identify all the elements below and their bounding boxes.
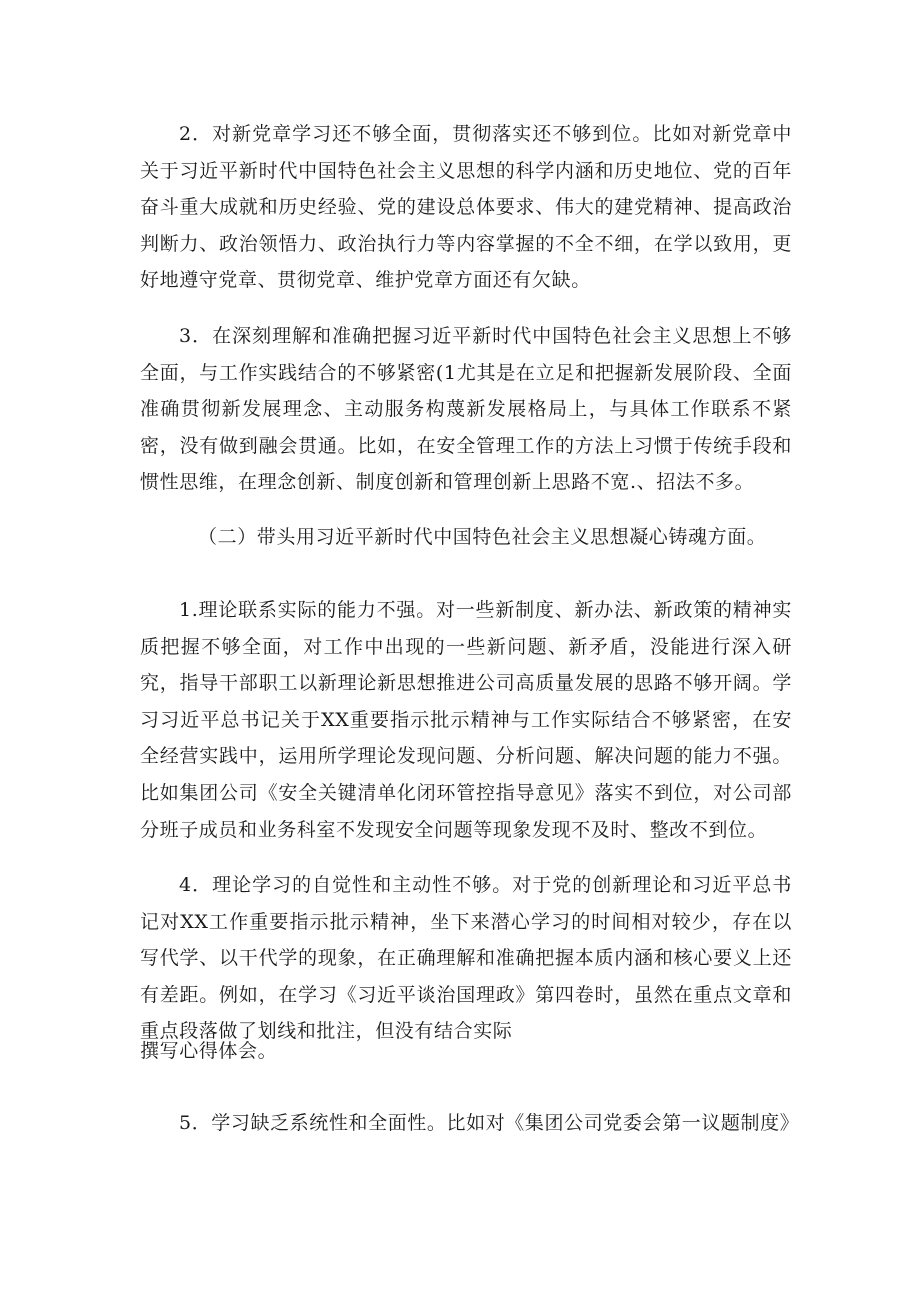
paragraph-continuation: 撰写心得体会。 <box>140 1040 278 1062</box>
paragraph-item-4: 4．理论学习的自觉性和主动性不够。对于党的创新理论和习近平总书记对XX工作重要指示批示精神，坐下来潜心学习的时间相对较少，存在以写代学、以干代学的现象，在正确理解和准确把握本质内涵和核心要义上还有差距。例如，在学习《习近平谈治国理政》第四卷时，虽然在重点文章和重点段落做了划线和批注，但没有结合实际 <box>140 874 792 1043</box>
section-heading: （二）带头用习近平新时代中国特色社会主义思想凝心铸魂方面。 <box>198 526 767 548</box>
paragraph-item-3: 3．在深刻理解和准确把握习近平新时代中国特色社会主义思想上不够全面，与工作实践结合的不够紧密(1尤其是在立足和把握新发展阶段、全面准确贯彻新发展理念、主动服务构蔑新发展格局上，与具体工作联系不紧密，没有做到融会贯通。比如，在安全管理工作的方法上习惯于传统手段和惯性思维，在理念创新、制度创新和管理创新上思路不宽.、招法不多。 <box>140 325 792 494</box>
paragraph-item-2: 2．对新党章学习还不够全面，贯彻落实还不够到位。比如对新党章中关于习近平新时代中国特色社会主义思想的科学内涵和历史地位、党的百年奋斗重大成就和历史经验、党的建设总体要求、伟大的建党精神、提高政治判断力、政治领悟力、政治执行力等内容掌握的不全不细，在学以致用，更好地遵守党章、贯彻党章、维护党章方面还有欠缺。 <box>140 123 792 292</box>
paragraph-item-1: 1.理论联系实际的能力不强。对一些新制度、新办法、新政策的精神实质把握不够全面，对工作中出现的一些新问题、新矛盾，没能进行深入研究，指导干部职工以新理论新思想推进公司高质量发展的思路不够开阔。学习习近平总书记关于XX重要指示批示精神与工作实际结合不够紧密，在安全经营实践中，运用所学理论发现问题、分析问题、解决问题的能力不强。比如集团公司《安全关键清单化闭环管控指导意见》落实不到位，对公司部分班子成员和业务科室不发现安全问题等现象发现不及时、整改不到位。 <box>140 599 792 841</box>
paragraph-item-5: 5．学习缺乏系统性和全面性。比如对《集团公司党委会第一议题制度》 <box>179 1112 800 1134</box>
